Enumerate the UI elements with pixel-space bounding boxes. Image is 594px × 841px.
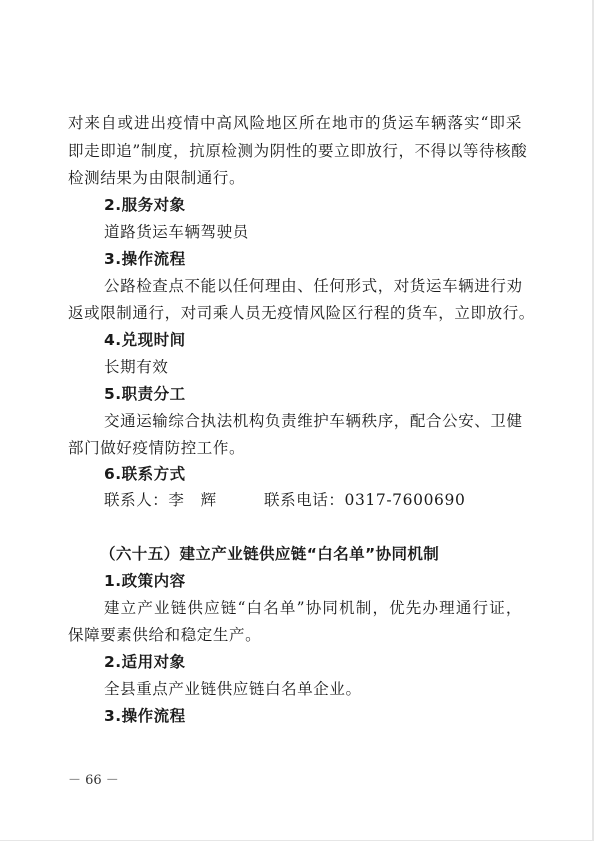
policy-line: 建立产业链供应链“白名单”协同机制，优先办理通行证， xyxy=(104,599,522,617)
paragraph-line: 对来自或进出疫情中高风险地区所在地市的货运车辆落实“即采 xyxy=(68,114,522,132)
service-target-text: 道路货运车辆驾驶员 xyxy=(104,223,249,241)
responsibility-line: 部门做好疫情防控工作。 xyxy=(68,439,246,457)
item-65-procedure-heading: 3.操作流程 xyxy=(104,707,186,725)
contact-person: 联系人：李 辉 xyxy=(104,491,217,509)
page-number: － 66 － xyxy=(68,773,119,788)
fulfillment-time-heading: 4.兑现时间 xyxy=(104,331,186,349)
policy-heading: 1.政策内容 xyxy=(104,572,186,590)
contact-phone: 联系电话：0317-7600690 xyxy=(264,491,466,509)
responsibility-heading: 5.职责分工 xyxy=(104,385,186,403)
scope-text: 全县重点产业链供应链白名单企业。 xyxy=(104,680,362,698)
paragraph-line: 即走即追”制度，抗原检测为阴性的要立即放行，不得以等待核酸 xyxy=(68,142,528,160)
scope-heading: 2.适用对象 xyxy=(104,653,186,671)
procedure-line: 返或限制通行，对司乘人员无疫情风险区行程的货车，立即放行。 xyxy=(68,304,535,322)
service-target-heading: 2.服务对象 xyxy=(104,196,186,214)
paragraph-line: 检测结果为由限制通行。 xyxy=(68,169,246,187)
procedure-line: 公路检查点不能以任何理由、任何形式，对货运车辆进行劝 xyxy=(104,277,523,295)
item-65-title: （六十五）建立产业链供应链“白名单”协同机制 xyxy=(100,545,440,563)
fulfillment-time-text: 长期有效 xyxy=(104,358,169,376)
procedure-heading: 3.操作流程 xyxy=(104,250,186,268)
contact-heading: 6.联系方式 xyxy=(104,465,186,483)
responsibility-line: 交通运输综合执法机构负责维护车辆秩序，配合公安、卫健 xyxy=(104,412,523,430)
policy-line: 保障要素供给和稳定生产。 xyxy=(68,626,262,644)
